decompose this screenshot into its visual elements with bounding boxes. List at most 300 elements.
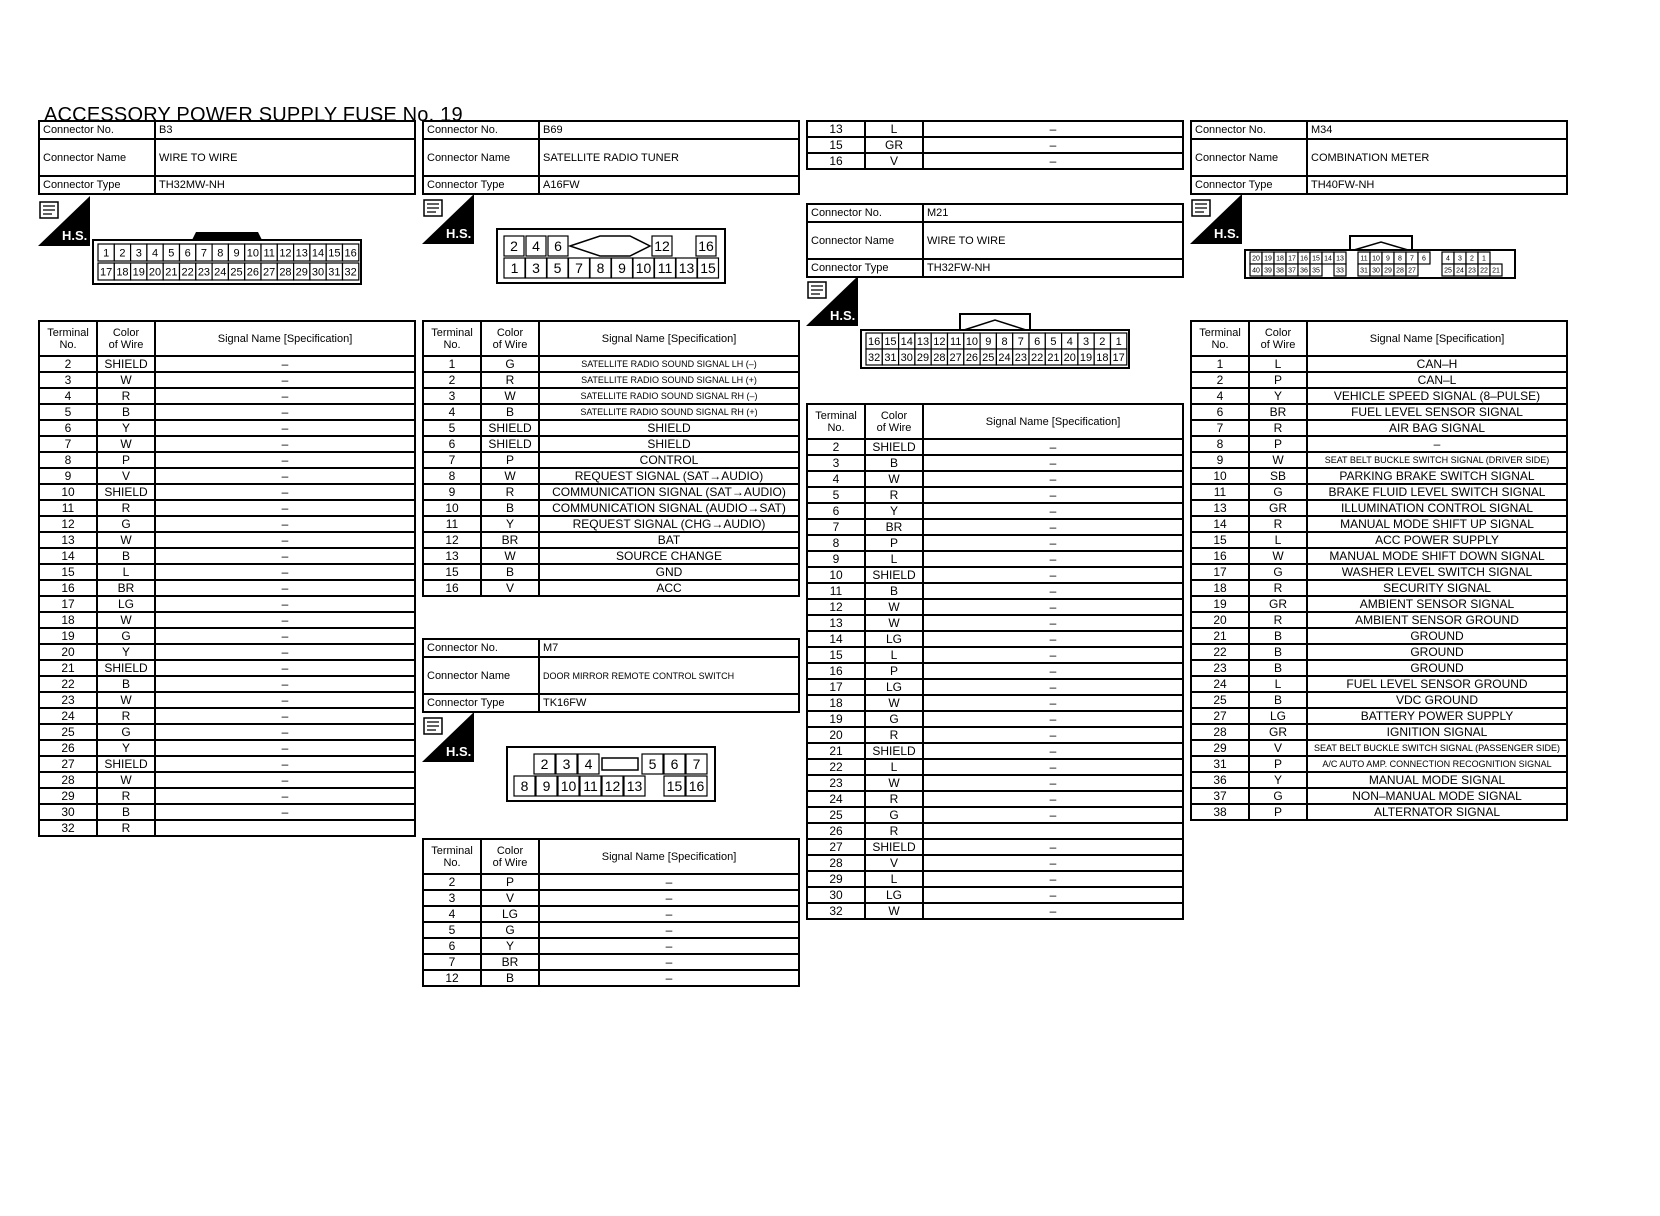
signal-name: –: [155, 580, 415, 596]
signal-name: –: [155, 388, 415, 404]
table-row: [39, 788, 415, 804]
key-shape: [602, 758, 638, 770]
table-row: [807, 153, 1183, 169]
wire-color: V: [481, 890, 539, 906]
signal-name: –: [155, 532, 415, 548]
header-terminal-no: Terminal No.: [423, 321, 481, 356]
signal-name: SEAT BELT BUCKLE SWITCH SIGNAL (DRIVER SIDE): [1307, 452, 1567, 468]
wire-color: G: [97, 628, 155, 644]
terminal-no: 9: [807, 551, 865, 567]
wire-color: Y: [1249, 388, 1307, 404]
wire-color: LG: [1249, 708, 1307, 724]
table-row: [807, 903, 1183, 919]
label-connector-type: Connector Type: [423, 176, 539, 194]
header-terminal-no: Terminal No.: [423, 839, 481, 874]
connector-no-value: B3: [155, 121, 415, 139]
pin-number: 29: [295, 266, 308, 279]
wire-color: W: [865, 775, 923, 791]
pin-number: 7: [575, 260, 583, 277]
signal-name: –: [155, 804, 415, 820]
terminal-no: 19: [1191, 596, 1249, 612]
header-color-of-wire: Color of Wire: [1249, 321, 1307, 356]
wire-color: R: [97, 820, 155, 836]
terminal-no: 13: [807, 615, 865, 631]
connector-no-value: M21: [923, 204, 1183, 222]
svg-text:H.S.: H.S.: [446, 744, 472, 759]
wire-color: R: [97, 388, 155, 404]
table-row: [1191, 548, 1567, 564]
signal-name: –: [155, 596, 415, 612]
terminal-no: 13: [807, 121, 865, 137]
table-row: [1191, 564, 1567, 580]
wire-color: G: [865, 711, 923, 727]
table-row: [423, 954, 799, 970]
terminal-no: 14: [39, 548, 97, 564]
wire-color: P: [865, 663, 923, 679]
label-connector-no: Connector No.: [807, 204, 923, 222]
table-row: [39, 516, 415, 532]
table-row: [807, 727, 1183, 743]
terminal-no: 6: [423, 938, 481, 954]
pin-number: 4: [584, 756, 593, 773]
table-row: [39, 388, 415, 404]
pin-number: 32: [344, 266, 357, 279]
wire-color: P: [1249, 372, 1307, 388]
connector-info-m34: [1190, 120, 1568, 195]
pin-number: 16: [344, 247, 357, 260]
signal-name: A/C AUTO AMP. CONNECTION RECOGNITION SIGNAL: [1307, 756, 1567, 772]
table-row: [423, 420, 799, 436]
terminal-no: 7: [1191, 420, 1249, 436]
table-row: [1191, 484, 1567, 500]
signal-name: SATELLITE RADIO SOUND SIGNAL LH (+): [539, 372, 799, 388]
terminal-no: 30: [39, 804, 97, 820]
pin-number: 13: [626, 778, 643, 795]
terminal-no: 7: [423, 452, 481, 468]
terminal-no: 14: [1191, 516, 1249, 532]
signal-name: SATELLITE RADIO SOUND SIGNAL LH (–): [539, 356, 799, 372]
terminal-no: 7: [807, 519, 865, 535]
pin-number: 26: [246, 266, 259, 279]
wire-color: B: [97, 676, 155, 692]
signal-name: WASHER LEVEL SWITCH SIGNAL: [1307, 564, 1567, 580]
table-row: [39, 372, 415, 388]
wire-color: P: [1249, 436, 1307, 452]
header-signal-name: Signal Name [Specification]: [539, 839, 799, 874]
table-row: [1191, 500, 1567, 516]
terminal-no: 3: [39, 372, 97, 388]
connector-name-value: SATELLITE RADIO TUNER: [539, 139, 799, 176]
terminal-no: 18: [807, 695, 865, 711]
connector-b3: [38, 120, 416, 195]
table-row: [807, 519, 1183, 535]
pin-number: 19: [1264, 255, 1272, 263]
signal-name: ACC POWER SUPPLY: [1307, 532, 1567, 548]
wire-color: GR: [1249, 596, 1307, 612]
pin-number: 4: [1446, 255, 1450, 263]
connector-type-value: TK16FW: [539, 694, 799, 712]
wire-color: W: [865, 695, 923, 711]
svg-text:H.S.: H.S.: [1214, 226, 1240, 241]
terminal-no: 36: [1191, 772, 1249, 788]
table-row: [807, 583, 1183, 599]
wire-color: LG: [865, 679, 923, 695]
signal-name: –: [155, 788, 415, 804]
wire-color: V: [1249, 740, 1307, 756]
pin-number: 15: [700, 260, 716, 277]
wire-color: G: [481, 922, 539, 938]
table-row: [807, 487, 1183, 503]
pin-number: 10: [635, 260, 652, 277]
table-row: [1191, 532, 1567, 548]
signal-name: –: [539, 874, 799, 890]
pin-number: 15: [1312, 255, 1320, 263]
wire-color: SHIELD: [97, 484, 155, 500]
table-row: [807, 887, 1183, 903]
wire-color: BR: [865, 519, 923, 535]
signal-name: –: [923, 583, 1183, 599]
pin-number: 26: [965, 351, 979, 364]
table-row: [1191, 676, 1567, 692]
wire-color: W: [97, 692, 155, 708]
wire-color: W: [97, 612, 155, 628]
pin-number: 29: [1384, 267, 1392, 275]
wire-color: G: [1249, 788, 1307, 804]
wire-color: P: [1249, 804, 1307, 820]
wire-color: Y: [97, 740, 155, 756]
terminal-no: 21: [1191, 628, 1249, 644]
table-row: [423, 484, 799, 500]
wire-color: BR: [1249, 404, 1307, 420]
terminal-no: 21: [39, 660, 97, 676]
table-row: [1191, 420, 1567, 436]
table-row: [39, 724, 415, 740]
signal-name: –: [155, 692, 415, 708]
wire-color: L: [865, 121, 923, 137]
signal-name: –: [155, 500, 415, 516]
table-row: [39, 612, 415, 628]
terminal-no: 13: [423, 548, 481, 564]
wire-color: B: [481, 970, 539, 986]
pin-number: 16: [698, 238, 714, 255]
table-row: [807, 137, 1183, 153]
pin-number: 23: [1468, 267, 1476, 275]
pin-number: 14: [311, 247, 325, 260]
connector-name-value: WIRE TO WIRE: [155, 139, 415, 176]
wire-color: W: [97, 772, 155, 788]
pin-number: 31: [328, 266, 341, 279]
terminal-no: 11: [1191, 484, 1249, 500]
wire-color: Y: [865, 503, 923, 519]
table-row: [1191, 436, 1567, 452]
hs-icon: [422, 194, 474, 244]
signal-name: AIR BAG SIGNAL: [1307, 420, 1567, 436]
terminal-no: 23: [807, 775, 865, 791]
wire-color: W: [481, 388, 539, 404]
terminal-no: 26: [807, 823, 865, 839]
pin-number: 27: [949, 351, 962, 364]
wire-color: W: [97, 436, 155, 452]
pin-number: 8: [596, 260, 605, 277]
terminal-no: 5: [807, 487, 865, 503]
pin-number: 15: [884, 335, 897, 348]
terminal-no: 22: [807, 759, 865, 775]
table-row: [1191, 580, 1567, 596]
svg-text:H.S.: H.S.: [62, 228, 88, 243]
connector-face-b69: [496, 228, 728, 291]
signal-name: –: [923, 535, 1183, 551]
connector-type-value: TH40FW-NH: [1307, 176, 1567, 194]
terminal-no: 28: [807, 855, 865, 871]
pin-number: 11: [263, 247, 275, 260]
wire-color: P: [1249, 756, 1307, 772]
terminal-no: 6: [423, 436, 481, 452]
header-color-of-wire: Color of Wire: [481, 321, 539, 356]
pin-number: 32: [868, 351, 881, 364]
pin-number: 7: [1017, 335, 1024, 348]
wire-color: SHIELD: [865, 743, 923, 759]
pin-number: 28: [933, 351, 946, 364]
wire-color: Y: [481, 938, 539, 954]
wire-color: V: [97, 468, 155, 484]
pin-number: 27: [263, 266, 276, 279]
table-row: [423, 516, 799, 532]
table-row: [807, 711, 1183, 727]
terminal-no: 7: [39, 436, 97, 452]
pin-number: 24: [998, 351, 1011, 364]
pin-number: 16: [868, 335, 881, 348]
pin-number: 12: [604, 778, 621, 795]
wire-color: P: [97, 452, 155, 468]
terminal-no: 8: [39, 452, 97, 468]
pin-table-m34: [1190, 320, 1568, 821]
page-title: ACCESSORY POWER SUPPLY FUSE No. 19: [44, 104, 463, 126]
terminal-no: 2: [1191, 372, 1249, 388]
signal-name: SHIELD: [539, 420, 799, 436]
table-row: [807, 663, 1183, 679]
signal-name: –: [923, 855, 1183, 871]
signal-name: –: [155, 516, 415, 532]
connector-face-m34: [1244, 232, 1520, 287]
signal-name: –: [923, 137, 1183, 153]
signal-name: –: [923, 647, 1183, 663]
terminal-no: 24: [39, 708, 97, 724]
signal-name: –: [539, 922, 799, 938]
terminal-no: 16: [807, 663, 865, 679]
terminal-no: 10: [807, 567, 865, 583]
wire-color: B: [97, 404, 155, 420]
wire-color: B: [97, 804, 155, 820]
signal-name: ILLUMINATION CONTROL SIGNAL: [1307, 500, 1567, 516]
signal-name: –: [923, 663, 1183, 679]
wire-color: G: [1249, 564, 1307, 580]
table-row: [1191, 756, 1567, 772]
table-row: [807, 631, 1183, 647]
wire-color: GR: [1249, 500, 1307, 516]
pin-number: 5: [168, 247, 175, 260]
pin-number: 16: [688, 778, 705, 795]
pin-number: 36: [1300, 267, 1308, 275]
terminal-no: 23: [1191, 660, 1249, 676]
wire-color: B: [481, 500, 539, 516]
signal-name: GROUND: [1307, 628, 1567, 644]
wire-color: P: [865, 535, 923, 551]
signal-name: MANUAL MODE SIGNAL: [1307, 772, 1567, 788]
pin-number: 8: [217, 247, 224, 260]
pin-number: 3: [532, 260, 540, 277]
connector-name-value: WIRE TO WIRE: [923, 222, 1183, 259]
terminal-no: 26: [39, 740, 97, 756]
pin-number: 28: [1396, 267, 1404, 275]
wire-color: SHIELD: [97, 756, 155, 772]
wire-color: SHIELD: [97, 356, 155, 372]
wire-color: B: [97, 548, 155, 564]
signal-name: –: [155, 740, 415, 756]
table-row: [1191, 772, 1567, 788]
pin-number: 30: [900, 351, 913, 364]
wire-color: L: [1249, 356, 1307, 372]
terminal-no: 12: [423, 970, 481, 986]
terminal-no: 8: [807, 535, 865, 551]
table-row: [1191, 628, 1567, 644]
signal-name: ALTERNATOR SIGNAL: [1307, 804, 1567, 820]
table-row: [423, 938, 799, 954]
header-signal-name: Signal Name [Specification]: [923, 404, 1183, 439]
terminal-no: 10: [1191, 468, 1249, 484]
pin-number: 9: [542, 778, 551, 795]
wire-color: W: [865, 903, 923, 919]
wire-color: BR: [481, 532, 539, 548]
signal-name: –: [155, 612, 415, 628]
terminal-no: 17: [1191, 564, 1249, 580]
signal-name: –: [923, 121, 1183, 137]
table-row: [1191, 788, 1567, 804]
table-row: [1191, 612, 1567, 628]
terminal-no: 2: [39, 356, 97, 372]
terminal-no: 24: [1191, 676, 1249, 692]
table-row: [39, 660, 415, 676]
terminal-no: 29: [1191, 740, 1249, 756]
pin-number: 2: [540, 756, 549, 773]
terminal-no: 6: [39, 420, 97, 436]
terminal-no: 9: [423, 484, 481, 500]
terminal-no: 6: [1191, 404, 1249, 420]
connector-type-value: TH32FW-NH: [923, 259, 1183, 277]
wire-color: SHIELD: [865, 839, 923, 855]
signal-name: –: [923, 839, 1183, 855]
pin-number: 10: [965, 335, 979, 348]
pin-number: 18: [1276, 255, 1284, 263]
terminal-no: 16: [423, 580, 481, 596]
signal-name: –: [923, 567, 1183, 583]
signal-name: SOURCE CHANGE: [539, 548, 799, 564]
table-row: [423, 564, 799, 580]
terminal-no: 13: [39, 532, 97, 548]
terminal-no: 1: [423, 356, 481, 372]
table-row: [807, 567, 1183, 583]
table-row: [423, 436, 799, 452]
table-row: [39, 756, 415, 772]
pin-number: 29: [916, 351, 930, 364]
terminal-no: 27: [1191, 708, 1249, 724]
pin-number: 5: [1050, 335, 1057, 348]
signal-name: BRAKE FLUID LEVEL SWITCH SIGNAL: [1307, 484, 1567, 500]
terminal-no: 5: [39, 404, 97, 420]
table-row: [423, 468, 799, 484]
wire-color: B: [1249, 628, 1307, 644]
connector-type-value: A16FW: [539, 176, 799, 194]
wire-color: LG: [481, 906, 539, 922]
connector-info-m7: [422, 638, 800, 713]
terminal-no: 7: [423, 954, 481, 970]
signal-name: –: [923, 887, 1183, 903]
signal-name: –: [923, 871, 1183, 887]
pin-number: 3: [1082, 335, 1090, 348]
table-row: [807, 439, 1183, 455]
header-terminal-no: Terminal No.: [39, 321, 97, 356]
table-row: [807, 679, 1183, 695]
terminal-no: 9: [39, 468, 97, 484]
signal-name: –: [539, 890, 799, 906]
pin-number: 15: [328, 247, 341, 260]
terminal-no: 22: [39, 676, 97, 692]
table-row: [807, 551, 1183, 567]
pin-number: 19: [132, 266, 145, 279]
pin-number: 18: [1096, 351, 1109, 364]
terminal-no: 11: [39, 500, 97, 516]
wire-color: B: [1249, 660, 1307, 676]
signal-name: [155, 820, 415, 836]
wire-color: W: [865, 615, 923, 631]
signal-name: –: [155, 420, 415, 436]
pin-number: 37: [1288, 267, 1296, 275]
wire-color: R: [97, 500, 155, 516]
table-row: [39, 468, 415, 484]
label-connector-type: Connector Type: [39, 176, 155, 194]
pin-number: 8: [1398, 255, 1402, 263]
terminal-no: 2: [807, 439, 865, 455]
header-signal-name: Signal Name [Specification]: [155, 321, 415, 356]
pin-number: 9: [233, 247, 240, 260]
signal-name: –: [155, 436, 415, 452]
wire-color: G: [97, 516, 155, 532]
header-color-of-wire: Color of Wire: [481, 839, 539, 874]
pin-number: 1: [1482, 255, 1486, 263]
signal-name: –: [923, 743, 1183, 759]
terminal-no: 38: [1191, 804, 1249, 820]
pin-number: 16: [1300, 255, 1308, 263]
table-row: [807, 823, 1183, 839]
table-row: [1191, 356, 1567, 372]
pin-number: 21: [1492, 267, 1500, 275]
pin-number: 17: [1112, 351, 1125, 364]
pin-number: 23: [1014, 351, 1027, 364]
table-row: [423, 356, 799, 372]
signal-name: –: [923, 599, 1183, 615]
table-row: [423, 372, 799, 388]
pin-number: 23: [197, 266, 211, 279]
terminal-no: 16: [807, 153, 865, 169]
wire-color: L: [865, 871, 923, 887]
signal-name: –: [155, 724, 415, 740]
terminal-no: 15: [807, 137, 865, 153]
table-row: [807, 471, 1183, 487]
terminal-no: 10: [423, 500, 481, 516]
wire-color: L: [865, 647, 923, 663]
pin-number: 31: [1360, 267, 1368, 275]
table-row: [807, 503, 1183, 519]
wire-color: W: [865, 471, 923, 487]
